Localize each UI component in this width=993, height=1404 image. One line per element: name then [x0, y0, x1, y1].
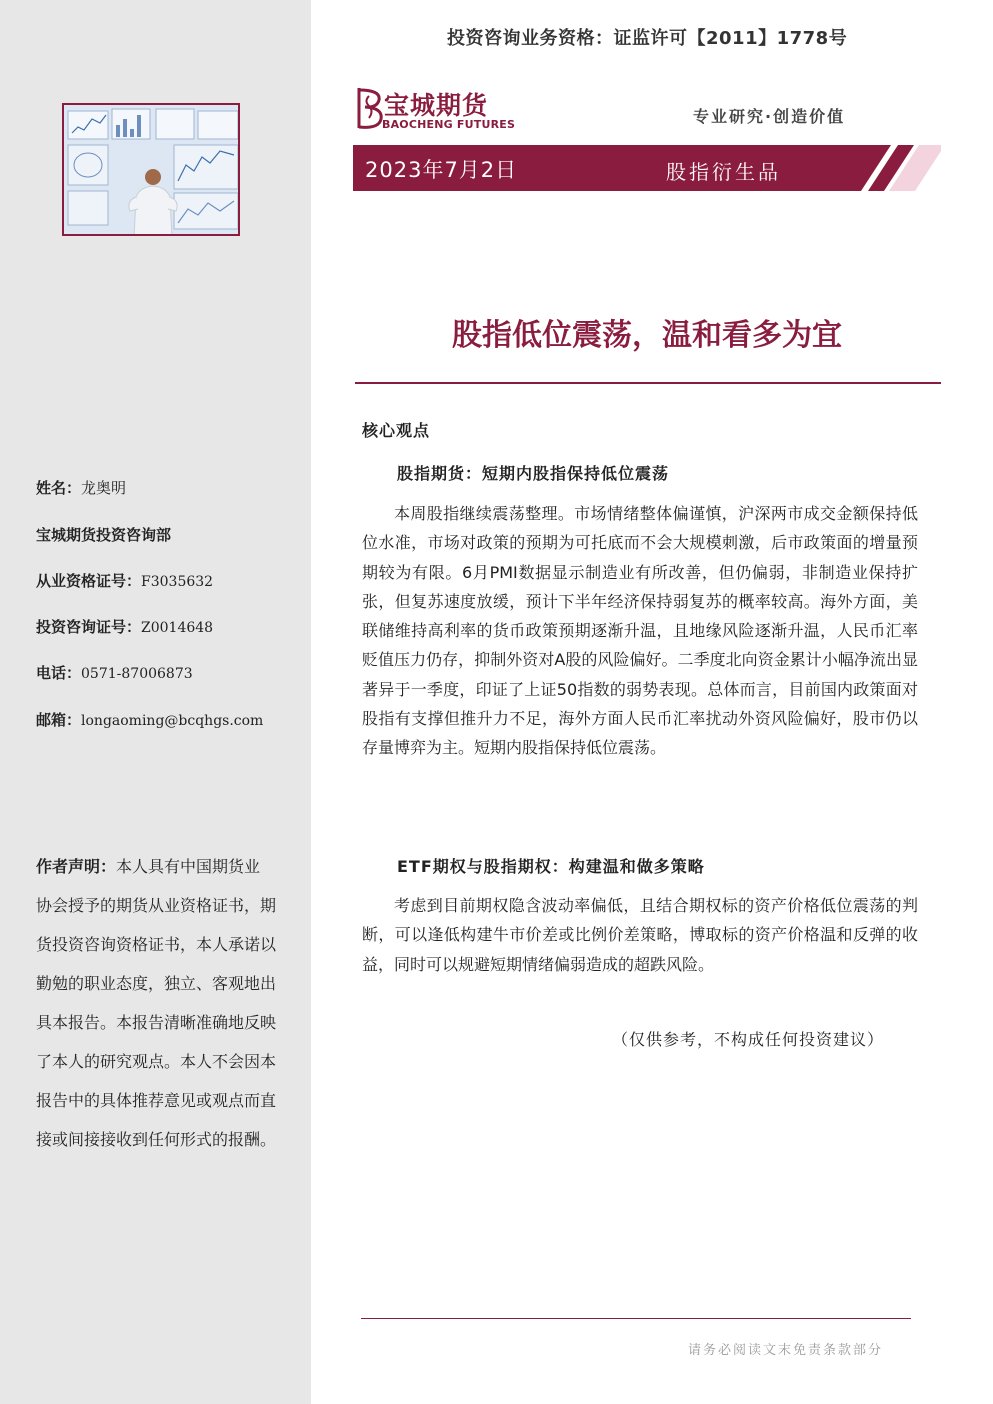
footer-disclaimer-note: 请务必阅读文末免责条款部分	[688, 1343, 884, 1358]
phone-number: 0571-87006873	[81, 666, 193, 682]
cover-image	[62, 103, 240, 236]
invest-consult-row	[36, 617, 213, 638]
analyst-label: 姓名：	[36, 479, 82, 497]
statement-text: 本人具有中国期货业协会授予的期货从业资格证书，期货投资咨询资格证书，本人承诺以勤勉的职业态度，独立、客观地出具本报告。本报告清晰准确地反映了本人的研究观点。本人不会因本报告中的具体推荐意见或观点而直接或间接接收到任何形式的报酬。	[36, 857, 277, 1149]
department: 宝城期货投资咨询部	[36, 526, 172, 544]
section2-heading: ETF期权与股指期权：构建温和做多策略	[397, 857, 705, 876]
author-statement	[36, 847, 276, 1159]
phone-label: 电话：	[36, 664, 82, 682]
section1-heading: 股指期货：短期内股指保持低位震荡	[397, 464, 670, 483]
qualification-label: 从业资格证号：	[36, 572, 142, 590]
statement-label: 作者声明：	[36, 857, 117, 876]
logo-chinese: 宝城期货	[384, 91, 489, 120]
email-label: 邮箱：	[36, 711, 82, 729]
company-logo-icon	[355, 86, 385, 130]
phone-row	[36, 663, 193, 684]
report-date: 2023年7月2日	[365, 158, 518, 182]
report-category: 股指衍生品	[666, 160, 781, 184]
footer-divider	[361, 1318, 911, 1319]
report-title: 股指低位震荡，温和看多为宜	[452, 318, 842, 353]
title-divider	[355, 382, 941, 384]
qualification-number: F3035632	[141, 574, 214, 590]
core-view-heading: 核心观点	[362, 421, 431, 440]
slogan: 专业研究·创造价值	[693, 107, 846, 126]
logo-english: BAOCHENG FUTURES	[382, 118, 516, 131]
section1-paragraph: 本周股指继续震荡整理。市场情绪整体偏谨慎，沪深两市成交金额保持低位水准，市场对政策的预期为可托底而不会大规模刺激，后市政策面的增量预期较为有限。6月PMI数据显示制造业有所改善，但仍偏弱，非制造业保持扩张，但复苏速度放缓，预计下半年经济保持弱复苏的概率较高。海外方面，美联储维持高利率的货币政策预期逐渐升温，且地缘风险逐渐升温，人民币汇率贬值压力仍存，抑制外资对A股的风险偏好。二季度北向资金累计小幅净流出显著异于一季度，印证了上证50指数的弱势表现。总体而言，目前国内政策面对股指有支撑但推升力不足，海外方面人民币汇率扰动外资风险偏好，股市仍以存量博弈为主。短期内股指保持低位震荡。	[362, 504, 918, 758]
invest-consult-label: 投资咨询证号：	[36, 618, 142, 636]
reference-note: （仅供参考，不构成任何投资建议）	[612, 1030, 885, 1049]
email-row	[36, 710, 263, 731]
analyst-name: 龙奥明	[81, 479, 127, 497]
cover-illustration-icon	[64, 105, 240, 236]
invest-consult-number: Z0014648	[141, 620, 214, 636]
analyst-name-row	[36, 478, 126, 498]
section2-paragraph: 考虑到目前期权隐含波动率偏低，且结合期权标的资产价格低位震荡的判断，可以逢低构建牛市价差或比例价差策略，博取标的资产价格温和反弹的收益，同时可以规避短期情绪偏弱造成的超跌风险。	[362, 896, 918, 974]
license-text: 投资咨询业务资格：证监许可【2011】1778号	[447, 28, 848, 49]
email-address[interactable]: longaoming@bcqhgs.com	[81, 713, 264, 729]
qualification-row	[36, 571, 213, 592]
